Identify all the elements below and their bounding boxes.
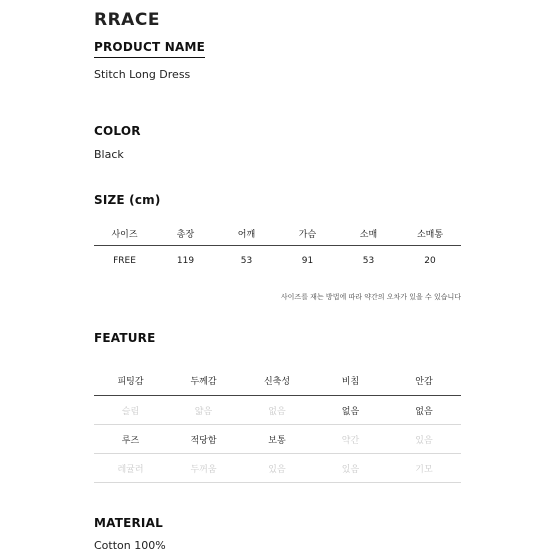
feature-table-header-row [94, 365, 461, 396]
color-value: Black [94, 148, 124, 161]
feature-cell: 레귤러 [117, 464, 144, 475]
size-cell: 119 [176, 256, 195, 266]
feature-table-row [94, 454, 461, 483]
size-header-cell: 소매통 [416, 229, 444, 240]
feature-cell: 얇음 [194, 406, 213, 417]
size-cell: 91 [301, 256, 314, 266]
size-table-row [94, 246, 461, 277]
feature-cell: 약간 [341, 435, 360, 446]
feature-cell: 있음 [415, 435, 433, 446]
feature-cell: 없음 [415, 406, 433, 417]
size-header-cell: 가슴 [298, 229, 317, 240]
feature-header-cell: 안감 [415, 376, 433, 387]
product-name-heading: PRODUCT NAME [94, 40, 205, 58]
size-cell: 53 [240, 256, 253, 266]
material-heading: MATERIAL [94, 516, 163, 530]
product-name-value: Stitch Long Dress [94, 68, 191, 81]
feature-header-cell: 피팅감 [117, 376, 144, 387]
feature-header-cell: 신축성 [263, 376, 291, 387]
feature-cell: 보통 [268, 435, 286, 446]
size-cell: 53 [362, 256, 375, 266]
feature-table-row [94, 425, 461, 454]
feature-table [94, 365, 461, 483]
size-header-cell: 사이즈 [111, 229, 138, 240]
feature-cell: 적당함 [190, 435, 217, 446]
feature-cell: 있음 [341, 464, 360, 475]
feature-cell: 기모 [415, 464, 433, 475]
feature-heading: FEATURE [94, 331, 156, 345]
feature-cell: 없음 [268, 406, 286, 417]
brand-name: RRACE [94, 10, 160, 30]
feature-table-row [94, 396, 461, 425]
feature-cell: 슬림 [121, 406, 140, 417]
size-header-cell: 소매 [359, 229, 378, 240]
feature-cell: 루즈 [121, 435, 140, 446]
size-heading: SIZE (cm) [94, 193, 161, 207]
size-table-header-row [94, 221, 461, 246]
feature-header-cell: 비침 [341, 376, 360, 387]
size-header-cell: 어깨 [237, 229, 256, 240]
color-heading: COLOR [94, 124, 141, 138]
size-cell: 20 [424, 256, 436, 266]
size-header-cell: 총장 [176, 229, 195, 240]
size-cell: FREE [113, 256, 136, 266]
material-value: Cotton 100% [94, 539, 166, 552]
feature-cell: 두꺼움 [190, 464, 217, 475]
feature-cell: 없음 [341, 406, 360, 417]
size-note: 사이즈를 재는 방법에 따라 약간의 오차가 있을 수 있습니다 [280, 293, 461, 301]
size-table [94, 221, 461, 276]
feature-header-cell: 두께감 [190, 376, 217, 387]
feature-cell: 있음 [268, 464, 286, 475]
